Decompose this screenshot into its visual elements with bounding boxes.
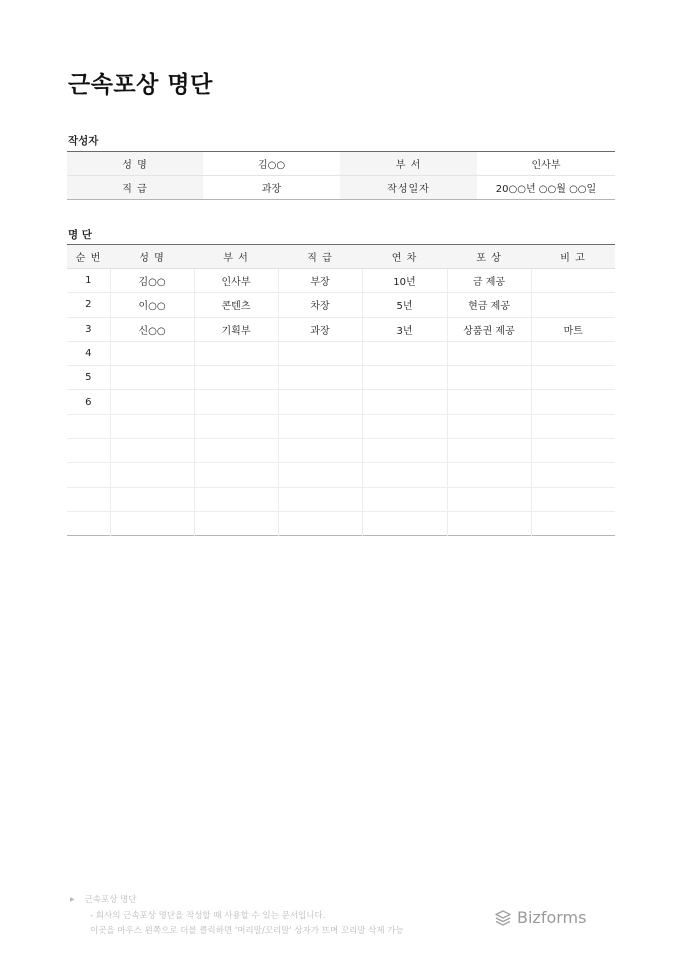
cell-remarks[interactable]: [531, 293, 615, 317]
author-table: [67, 151, 615, 200]
author-key-rank: 직 급: [67, 176, 203, 200]
cell-name[interactable]: 김○○: [110, 269, 194, 293]
cell-years[interactable]: [362, 414, 447, 438]
cell-number[interactable]: [67, 463, 110, 487]
cell-award[interactable]: 금 제공: [447, 269, 531, 293]
table-row: [67, 463, 615, 487]
cell-rank[interactable]: [278, 463, 362, 487]
cell-years[interactable]: [362, 439, 447, 463]
table-row: [67, 317, 615, 341]
cell-award[interactable]: [447, 366, 531, 390]
author-key-name: 성 명: [67, 152, 203, 176]
author-department-value[interactable]: 인사부: [477, 152, 615, 176]
cell-remarks[interactable]: [531, 341, 615, 365]
cell-years[interactable]: [362, 366, 447, 390]
author-section-label: 작성자: [68, 135, 99, 147]
cell-number[interactable]: [67, 487, 110, 511]
page-title: 근속포상 명단: [68, 72, 213, 98]
cell-remarks[interactable]: [531, 487, 615, 511]
table-row: [67, 293, 615, 317]
table-row: [67, 439, 615, 463]
cell-number[interactable]: [67, 511, 110, 535]
cell-department[interactable]: [194, 511, 278, 535]
cell-number[interactable]: [67, 439, 110, 463]
cell-name[interactable]: 이○○: [110, 293, 194, 317]
cell-name[interactable]: [110, 511, 194, 535]
cell-award[interactable]: [447, 487, 531, 511]
cell-name[interactable]: [110, 463, 194, 487]
author-name-value[interactable]: 김○○: [203, 152, 340, 176]
cell-award[interactable]: [447, 463, 531, 487]
footer-description: - 회사의 근속포상 명단을 작성할 때 사용할 수 있는 문서입니다.: [90, 910, 326, 921]
author-row: [67, 152, 615, 176]
cell-years[interactable]: 3년: [362, 317, 447, 341]
cell-rank[interactable]: 부장: [278, 269, 362, 293]
cell-years[interactable]: [362, 511, 447, 535]
cell-years[interactable]: [362, 487, 447, 511]
cell-rank[interactable]: [278, 511, 362, 535]
cell-name[interactable]: [110, 341, 194, 365]
header-remarks: 비 고: [531, 245, 615, 269]
cell-rank[interactable]: [278, 414, 362, 438]
cell-department[interactable]: [194, 390, 278, 414]
cell-rank[interactable]: [278, 390, 362, 414]
cell-department[interactable]: [194, 463, 278, 487]
header-years: 연 차: [362, 245, 447, 269]
cell-remarks[interactable]: [531, 414, 615, 438]
cell-remarks[interactable]: [531, 390, 615, 414]
table-row: [67, 414, 615, 438]
author-key-date: 작성일자: [340, 176, 477, 200]
cell-number[interactable]: 2: [67, 293, 110, 317]
table-row: [67, 390, 615, 414]
cell-department[interactable]: 인사부: [194, 269, 278, 293]
cell-rank[interactable]: [278, 487, 362, 511]
cell-award[interactable]: [447, 439, 531, 463]
cell-number[interactable]: 4: [67, 341, 110, 365]
cell-remarks[interactable]: [531, 269, 615, 293]
cell-remarks[interactable]: [531, 439, 615, 463]
cell-award[interactable]: 상품권 제공: [447, 317, 531, 341]
header-department: 부 서: [194, 245, 278, 269]
cell-remarks[interactable]: [531, 366, 615, 390]
cell-rank[interactable]: [278, 366, 362, 390]
header-number: 순 번: [67, 245, 110, 269]
layers-icon: [494, 909, 512, 927]
cell-name[interactable]: [110, 439, 194, 463]
cell-department[interactable]: [194, 414, 278, 438]
table-row: [67, 487, 615, 511]
cell-rank[interactable]: 과장: [278, 317, 362, 341]
author-rank-value[interactable]: 과장: [203, 176, 340, 200]
author-key-department: 부 서: [340, 152, 477, 176]
cell-department[interactable]: [194, 439, 278, 463]
cell-name[interactable]: 신○○: [110, 317, 194, 341]
cell-remarks[interactable]: 마트: [531, 317, 615, 341]
table-row: [67, 269, 615, 293]
table-header-row: [67, 245, 615, 269]
cell-number[interactable]: 6: [67, 390, 110, 414]
cell-name[interactable]: [110, 414, 194, 438]
cell-number[interactable]: 1: [67, 269, 110, 293]
cell-remarks[interactable]: [531, 511, 615, 535]
cell-number[interactable]: 5: [67, 366, 110, 390]
cell-department[interactable]: [194, 487, 278, 511]
cell-award[interactable]: 현금 제공: [447, 293, 531, 317]
cell-name[interactable]: [110, 487, 194, 511]
cell-rank[interactable]: [278, 439, 362, 463]
cell-department[interactable]: [194, 341, 278, 365]
author-date-value[interactable]: 20○○년 ○○월 ○○일: [477, 176, 615, 200]
footer-note: [70, 893, 404, 940]
cell-number[interactable]: [67, 414, 110, 438]
cell-years[interactable]: 10년: [362, 269, 447, 293]
award-list-table: [67, 244, 615, 536]
cell-rank[interactable]: [278, 341, 362, 365]
header-name: 성 명: [110, 245, 194, 269]
cell-award[interactable]: [447, 341, 531, 365]
cell-years[interactable]: [362, 390, 447, 414]
table-row: [67, 341, 615, 365]
cell-award[interactable]: [447, 511, 531, 535]
cell-years[interactable]: [362, 341, 447, 365]
cell-department[interactable]: [194, 366, 278, 390]
cell-years[interactable]: [362, 463, 447, 487]
brand-logo: [494, 908, 586, 927]
table-row: [67, 366, 615, 390]
table-row: [67, 511, 615, 535]
cell-award[interactable]: [447, 390, 531, 414]
list-section-label: 명 단: [68, 229, 92, 241]
cell-remarks[interactable]: [531, 463, 615, 487]
cell-award[interactable]: [447, 414, 531, 438]
cell-number[interactable]: 3: [67, 317, 110, 341]
cell-rank[interactable]: 차장: [278, 293, 362, 317]
brand-name: Bizforms: [517, 908, 587, 927]
cell-name[interactable]: [110, 366, 194, 390]
cell-name[interactable]: [110, 390, 194, 414]
author-row: [67, 176, 615, 200]
triangle-right-icon: ▶: [70, 896, 75, 903]
footer-instruction: 이곳을 마우스 왼쪽으로 더블 클릭하면 '머리말/꼬리말' 상자가 뜨며 꼬리말 삭제 가능: [90, 926, 404, 936]
cell-department[interactable]: 콘텐츠: [194, 293, 278, 317]
footer-title: 근속포상 명단: [84, 895, 137, 905]
header-rank: 직 급: [278, 245, 362, 269]
cell-years[interactable]: 5년: [362, 293, 447, 317]
cell-department[interactable]: 기획부: [194, 317, 278, 341]
header-award: 포 상: [447, 245, 531, 269]
